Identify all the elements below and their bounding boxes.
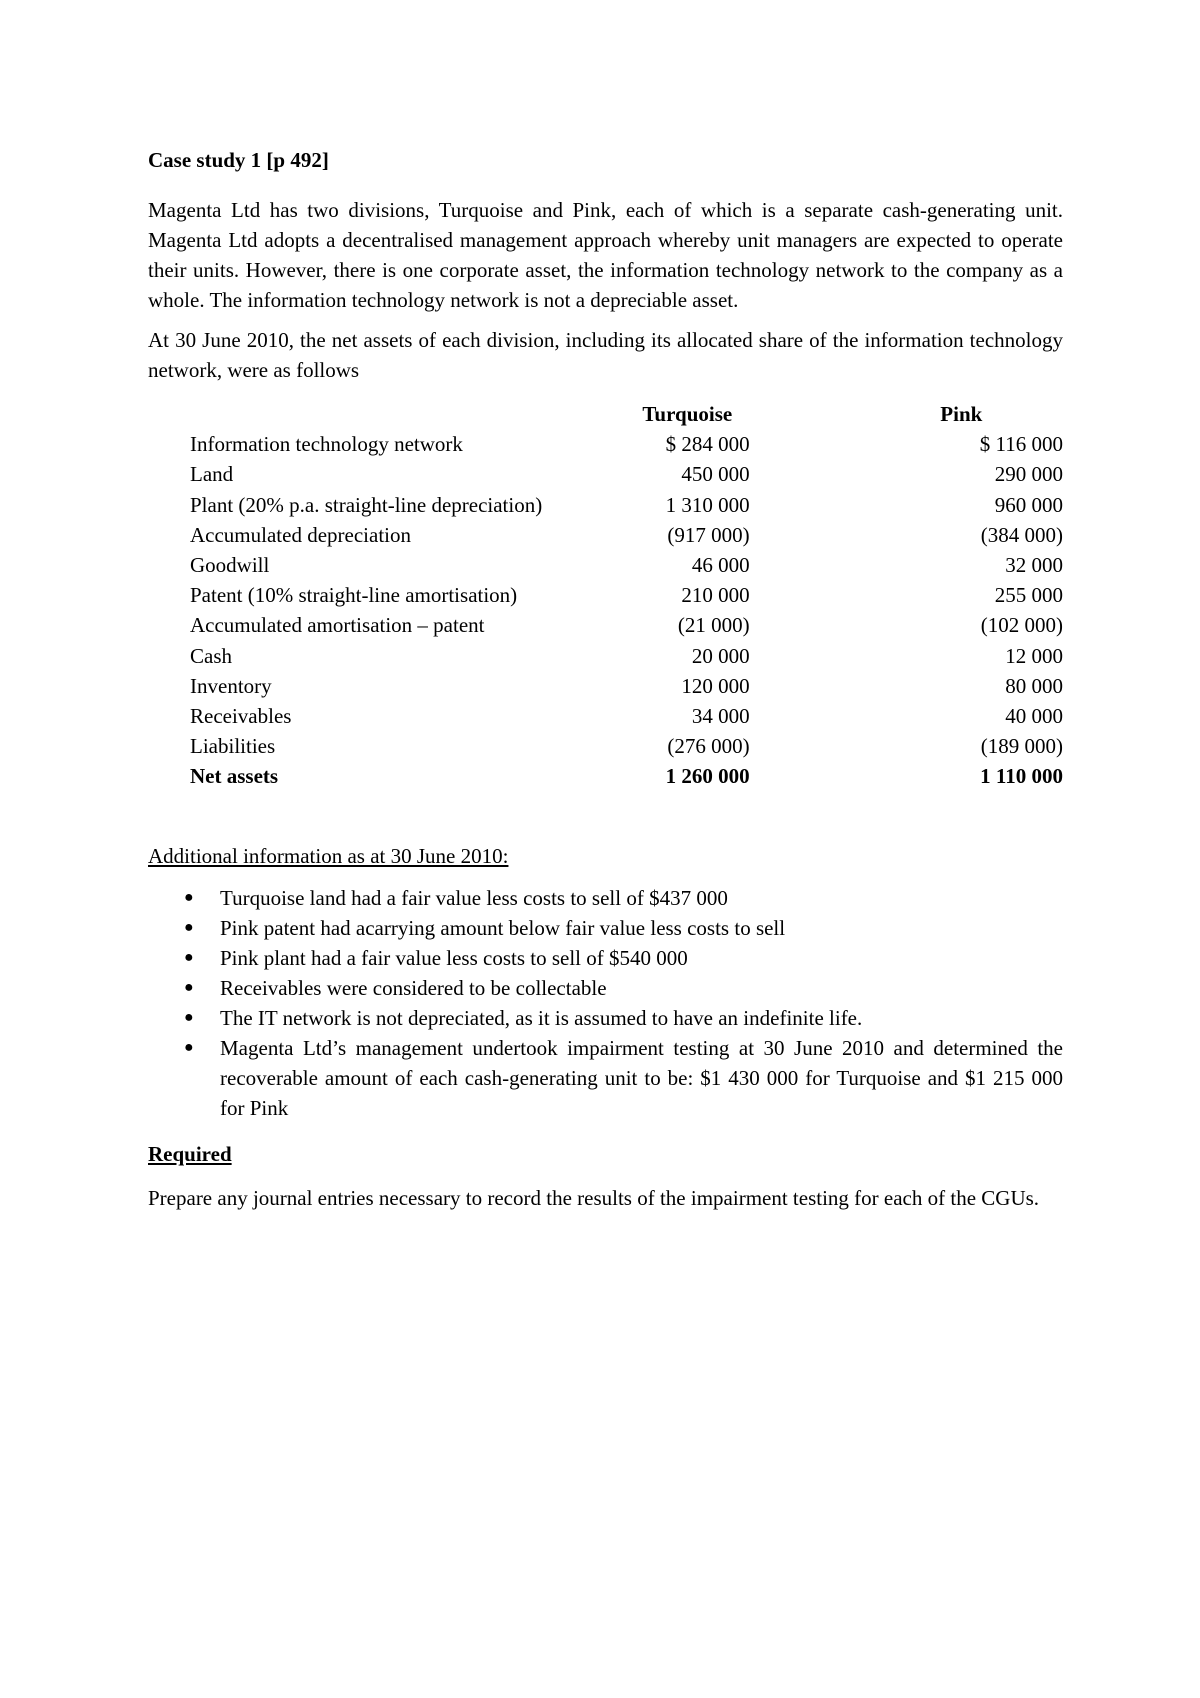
additional-info-heading: Additional information as at 30 June 2010: (148, 844, 509, 869)
turquoise-value: 46 000 (691, 553, 750, 578)
pink-value: 255 000 (994, 583, 1063, 608)
table-row (190, 490, 1063, 520)
additional-info-list (148, 883, 1063, 1123)
turquoise-value: 1 310 000 (665, 492, 750, 517)
pink-value: (189 000) (980, 734, 1063, 759)
table-row (190, 641, 1063, 671)
pink-value: 290 000 (994, 462, 1063, 487)
case-study-title: Case study 1 [p 492] (148, 148, 329, 172)
total-label: Net assets (190, 764, 279, 789)
pink-value: (384 000) (980, 522, 1063, 547)
bullet-icon: ● (184, 919, 194, 937)
list-item (184, 1003, 1063, 1033)
pink-value: 40 000 (1005, 703, 1063, 728)
list-item-text: Pink plant had a fair value less costs to sell of $540 000 (220, 946, 688, 971)
row-label: Inventory (190, 673, 272, 698)
table-row (190, 550, 1063, 580)
list-item-text: Magenta Ltd’s management undertook impairment testing at 30 June 2010 and determined the recoverable amount of each cash-generating unit to be: $1 430 000 for Turquoise and $1 215 000 for Pink (220, 1036, 1063, 1121)
table-row (190, 580, 1063, 610)
row-label: Accumulated amortisation – patent (190, 613, 485, 638)
net-assets-table (190, 399, 1063, 791)
pink-value: 80 000 (1005, 673, 1063, 698)
bullet-icon: ● (184, 889, 194, 907)
list-item-text: Pink patent had acarrying amount below fair value less costs to sell (220, 916, 786, 941)
pink-value: 960 000 (994, 492, 1063, 517)
list-item (184, 913, 1063, 943)
turquoise-value: 210 000 (681, 583, 750, 608)
row-label: Land (190, 462, 234, 487)
turquoise-value: (21 000) (677, 613, 750, 638)
row-label: Plant (20% p.a. straight-line depreciation) (190, 492, 543, 517)
table-header-blank (190, 399, 605, 429)
list-item (184, 883, 1063, 913)
turquoise-value: $ 284 000 (665, 432, 750, 457)
table-row (190, 520, 1063, 550)
row-label: Patent (10% straight-line amortisation) (190, 583, 518, 608)
pink-value: $ 116 000 (979, 432, 1063, 457)
row-label: Accumulated depreciation (190, 522, 411, 547)
required-text: Prepare any journal entries necessary to record the results of the impairment testing for each of the CGUs. (148, 1186, 1040, 1211)
turquoise-value: 34 000 (691, 703, 750, 728)
table-row (190, 701, 1063, 731)
list-item-text: Receivables were considered to be collectable (220, 976, 607, 1001)
list-item (184, 943, 1063, 973)
pink-value: 32 000 (1005, 553, 1063, 578)
document-page (148, 145, 1063, 1213)
net-assets-total-row (190, 761, 1063, 791)
list-item-text: Turquoise land had a fair value less costs to sell of $437 000 (220, 886, 728, 911)
table-row (190, 671, 1063, 701)
bullet-icon: ● (184, 979, 194, 997)
turquoise-value: (917 000) (667, 522, 750, 547)
table-header-pink: Pink (940, 402, 983, 427)
bullet-icon: ● (184, 1039, 194, 1057)
table-header-turquoise: Turquoise (642, 402, 733, 427)
table-row (190, 459, 1063, 489)
table-row (190, 731, 1063, 761)
turquoise-value: 20 000 (691, 643, 750, 668)
list-item (184, 1033, 1063, 1123)
pink-value: (102 000) (980, 613, 1063, 638)
pink-total: 1 110 000 (980, 764, 1063, 789)
bullet-icon: ● (184, 1009, 194, 1027)
table-row (190, 429, 1063, 459)
turquoise-value: 450 000 (681, 462, 750, 487)
turquoise-value: 120 000 (681, 673, 750, 698)
row-label: Liabilities (190, 734, 276, 759)
turquoise-value: (276 000) (667, 734, 750, 759)
bullet-icon: ● (184, 949, 194, 967)
table-header-row (190, 399, 1063, 429)
row-label: Cash (190, 643, 232, 668)
table-row (190, 610, 1063, 640)
row-label: Receivables (190, 703, 292, 728)
row-label: Information technology network (190, 432, 463, 457)
intro-paragraph: Magenta Ltd has two divisions, Turquoise and Pink, each of which is a separate cash-generating unit. Magenta Ltd adopts a decentralised management approach whereby unit managers are expected to operate their units. However, there is one corporate asset, the information technology network to the company as a whole. The information technology network is not a depreciable asset. (148, 198, 1063, 312)
net-assets-paragraph: At 30 June 2010, the net assets of each division, including its allocated share of the information technology network, were as follows (148, 328, 1063, 382)
row-label: Goodwill (190, 553, 270, 578)
list-item-text: The IT network is not depreciated, as it is assumed to have an indefinite life. (220, 1006, 863, 1031)
turquoise-total: 1 260 000 (665, 764, 750, 789)
pink-value: 12 000 (1005, 643, 1063, 668)
required-heading: Required (148, 1142, 232, 1167)
list-item (184, 973, 1063, 1003)
